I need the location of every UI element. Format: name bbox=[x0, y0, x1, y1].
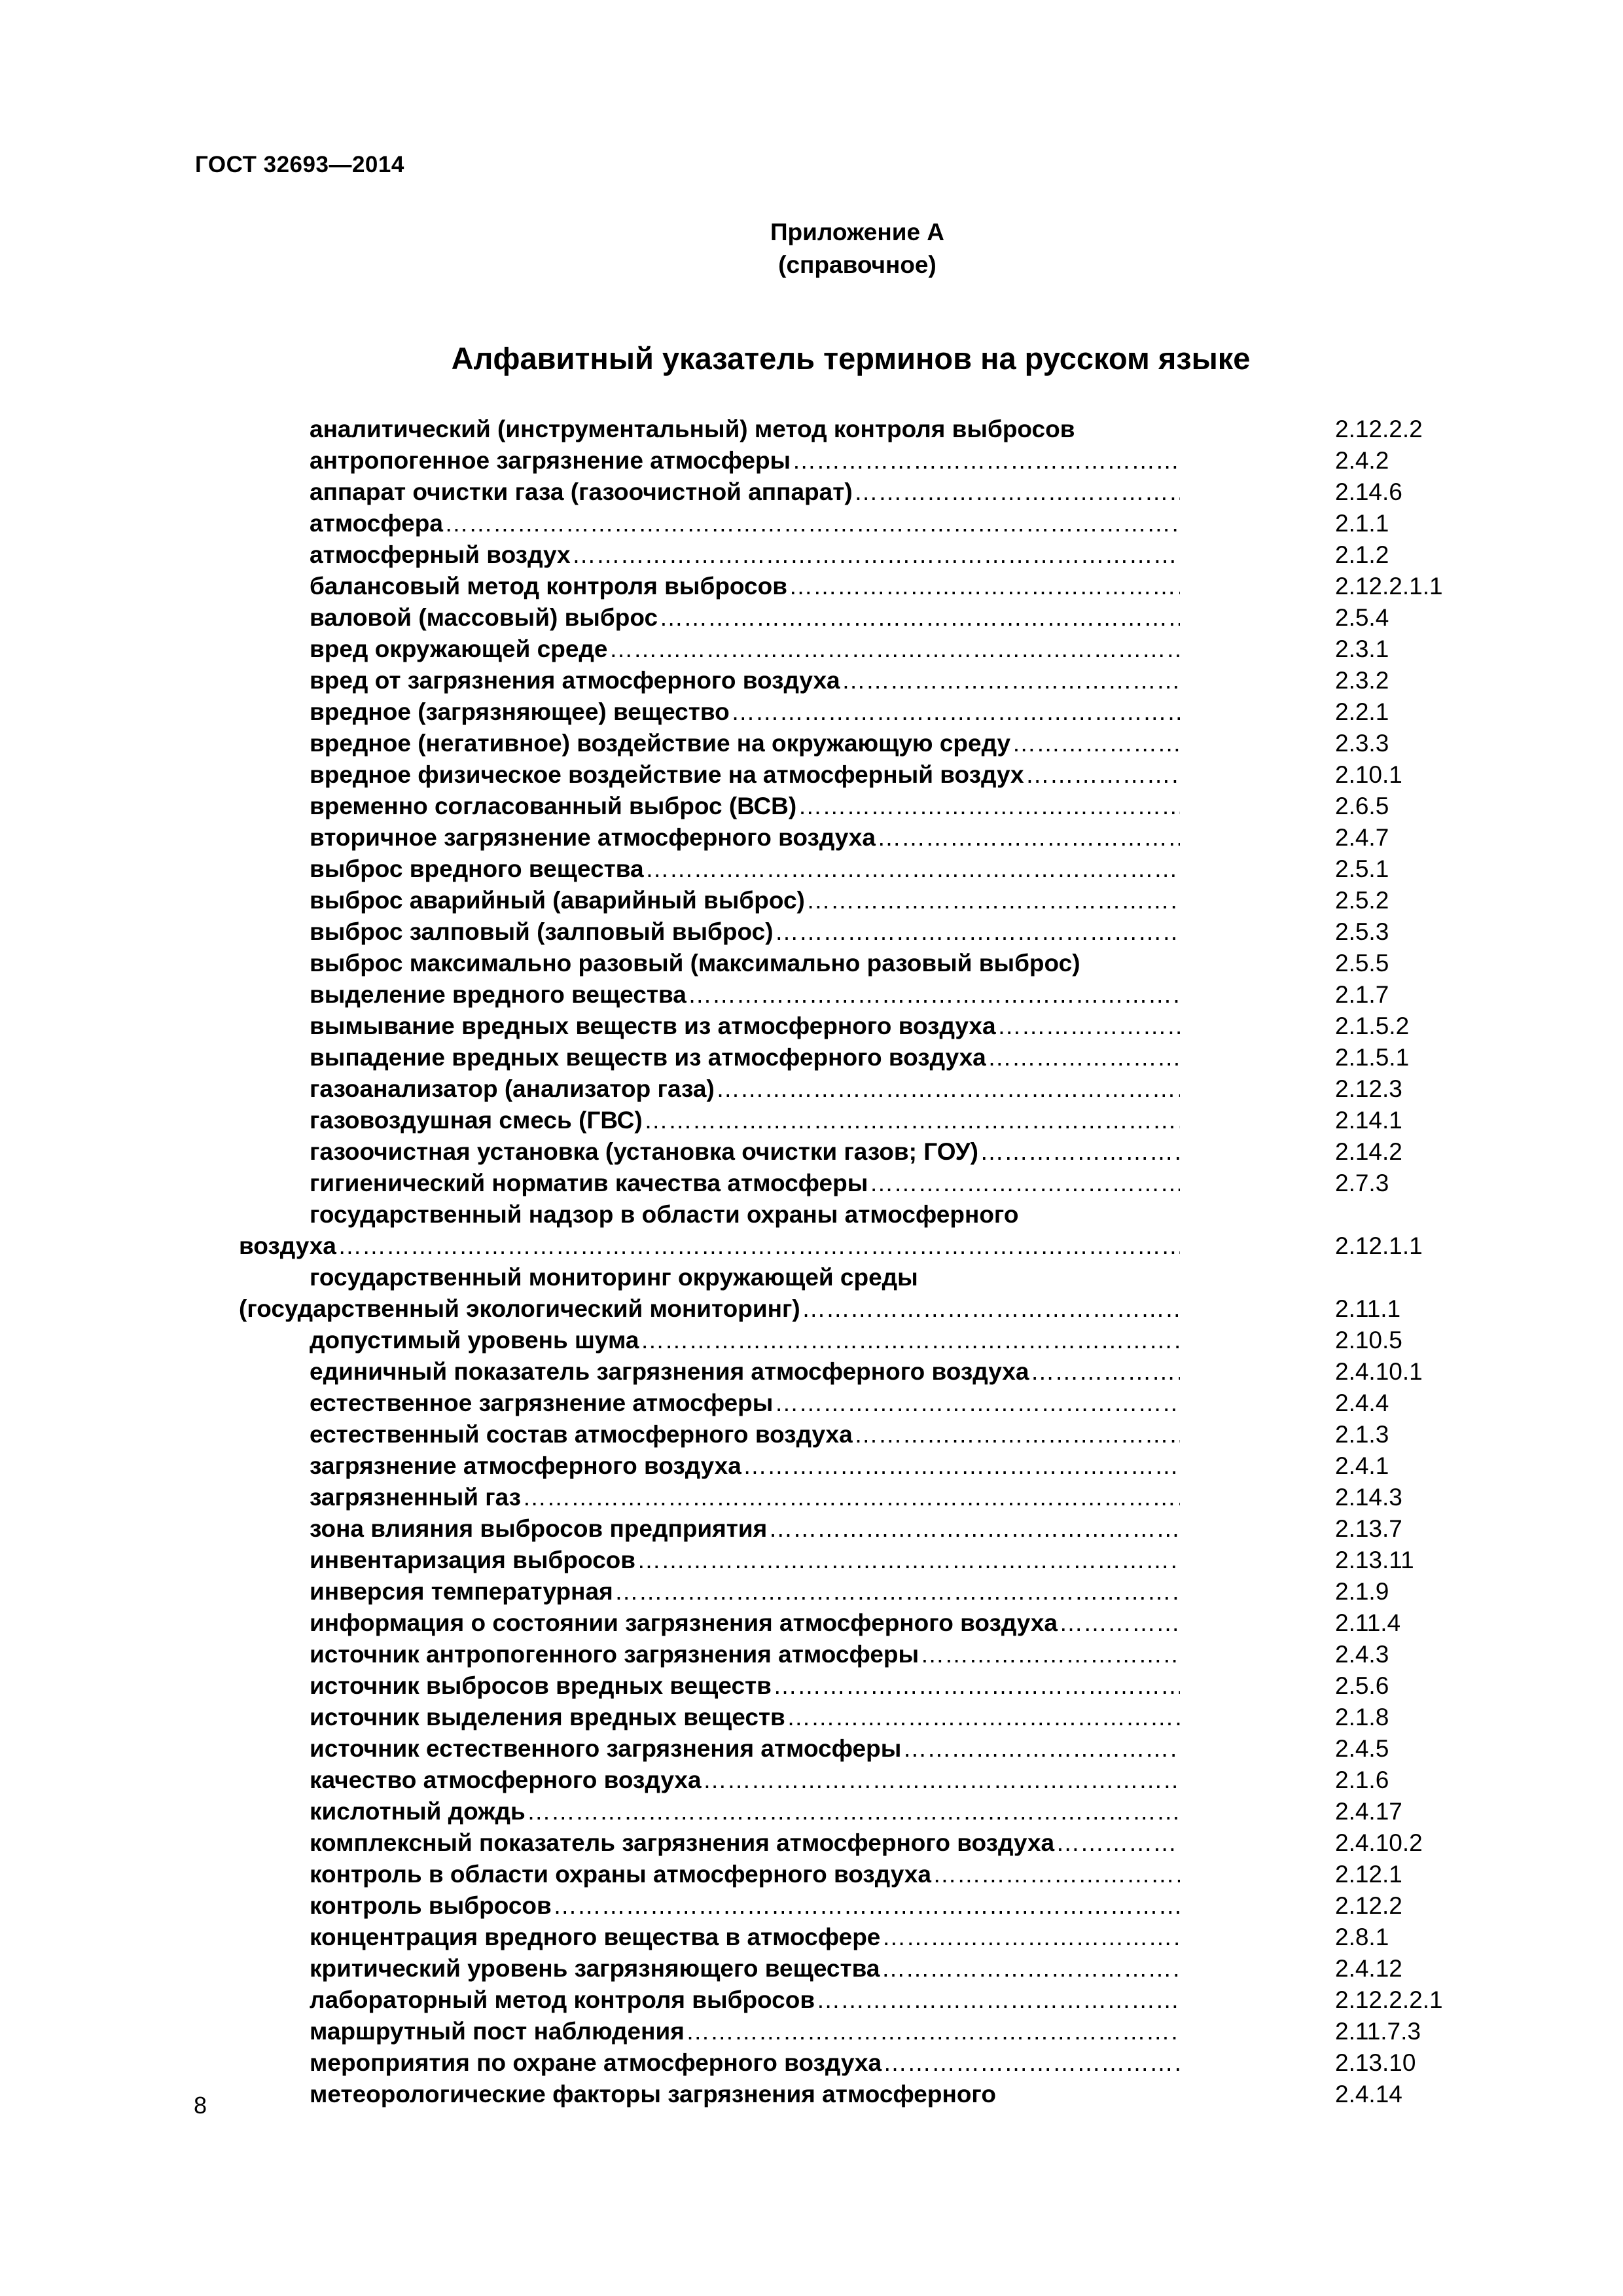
index-ref: 2.5.3 bbox=[1335, 918, 1389, 945]
index-ref: 2.13.7 bbox=[1335, 1515, 1402, 1542]
index-entry bbox=[0, 1105, 1623, 1136]
index-entry bbox=[0, 1073, 1623, 1105]
index-term: аналитический (инструментальный) метод контроля выбросов bbox=[310, 416, 1075, 442]
index-entry bbox=[0, 1702, 1623, 1733]
index-term: газоанализатор (анализатор газа) ……………………………………………………………………………………………………………………………………………… bbox=[310, 1073, 1180, 1105]
index-term: выброс залповый (залповый выброс) ……………………………………………………………………………………………………………………………………………… bbox=[310, 916, 1180, 948]
index-entry bbox=[0, 885, 1623, 916]
index-ref: 2.11.4 bbox=[1335, 1609, 1401, 1636]
index-term: аппарат очистки газа (газоочистной аппарат) ……………………………………………………………………………………………………………………………………………… bbox=[310, 476, 1180, 508]
index-ref: 2.5.4 bbox=[1335, 604, 1389, 631]
index-entry bbox=[0, 1984, 1623, 2016]
index-term: временно согласованный выброс (ВСВ) ……………………………………………………………………………………………………………………………………………… bbox=[310, 791, 1180, 822]
index-entry bbox=[0, 1168, 1623, 1199]
index-term: источник выделения вредных веществ ……………………………………………………………………………………………………………………………………………… bbox=[310, 1702, 1180, 1733]
index-term: валовой (массовый) выброс ……………………………………………………………………………………………………………………………………………… bbox=[310, 602, 1180, 634]
index-entry bbox=[0, 853, 1623, 885]
index-term: комплексный показатель загрязнения атмосферного воздуха ……………………………………………………………………………………………………………………………………………… bbox=[310, 1827, 1180, 1859]
index-ref: 2.12.1 bbox=[1335, 1861, 1402, 1888]
index-term: информация о состоянии загрязнения атмосферного воздуха ……………………………………………………………………………………………………………………………………………… bbox=[310, 1607, 1180, 1639]
index-term: вторичное загрязнение атмосферного воздуха ……………………………………………………………………………………………………………………………………………… bbox=[310, 822, 1180, 853]
appendix-title: Приложение А bbox=[770, 219, 945, 245]
index-entry bbox=[0, 822, 1623, 853]
index-term: допустимый уровень шума ……………………………………………………………………………………………………………………………………………… bbox=[310, 1325, 1180, 1356]
index-ref: 2.12.1.1 bbox=[1335, 1232, 1423, 1259]
index-ref: 2.12.3 bbox=[1335, 1075, 1402, 1102]
index-entry bbox=[0, 759, 1623, 791]
index-entry bbox=[0, 508, 1623, 539]
index-term-line2: (государственный экологический мониторинг) ……………………………………………………………………………………………………………………………………………………………… bbox=[239, 1293, 1180, 1325]
index-ref: 2.4.4 bbox=[1335, 1390, 1389, 1416]
index-entry bbox=[0, 634, 1623, 665]
index-term-line1: государственный надзор в области охраны атмосферного bbox=[310, 1201, 1019, 1228]
index-term: балансовый метод контроля выбросов ……………………………………………………………………………………………………………………………………………… bbox=[310, 571, 1180, 602]
index-term: загрязнение атмосферного воздуха ……………………………………………………………………………………………………………………………………………… bbox=[310, 1450, 1180, 1482]
index-ref: 2.12.2.2 bbox=[1335, 416, 1423, 442]
index-term: контроль в области охраны атмосферного воздуха ……………………………………………………………………………………………………………………………………………… bbox=[310, 1859, 1180, 1890]
index-term: выпадение вредных веществ из атмосферного воздуха ……………………………………………………………………………………………………………………………………………… bbox=[310, 1042, 1180, 1073]
index-entry bbox=[0, 1513, 1623, 1545]
index-entry bbox=[0, 728, 1623, 759]
index-entry bbox=[0, 916, 1623, 948]
index-ref: 2.1.9 bbox=[1335, 1578, 1389, 1605]
index-entry bbox=[0, 571, 1623, 602]
index-term-line2: воздуха ……………………………………………………………………………………………………………………………………………………………… bbox=[239, 1230, 1180, 1262]
index-ref: 2.4.5 bbox=[1335, 1735, 1389, 1762]
index-entry bbox=[0, 948, 1623, 979]
index-entry bbox=[0, 414, 1623, 445]
index-term: газоочистная установка (установка очистки газов; ГОУ) ……………………………………………………………………………………………………………………………………………… bbox=[310, 1136, 1180, 1168]
index-ref: 2.6.5 bbox=[1335, 793, 1389, 819]
index-ref: 2.1.7 bbox=[1335, 981, 1389, 1008]
index-entry bbox=[0, 1796, 1623, 1827]
index-ref: 2.11.1 bbox=[1335, 1295, 1401, 1322]
index-term: инверсия температурная ……………………………………………………………………………………………………………………………………………… bbox=[310, 1576, 1180, 1607]
index-ref: 2.10.1 bbox=[1335, 761, 1402, 788]
index-ref: 2.13.10 bbox=[1335, 2049, 1416, 2076]
index-term: источник выбросов вредных веществ ……………………………………………………………………………………………………………………………………………… bbox=[310, 1670, 1180, 1702]
index-entry bbox=[0, 2047, 1623, 2079]
index-ref: 2.3.2 bbox=[1335, 667, 1389, 694]
index-term: выброс аварийный (аварийный выброс) ……………………………………………………………………………………………………………………………………………… bbox=[310, 885, 1180, 916]
appendix-type: (справочное) bbox=[778, 251, 936, 278]
index-entry bbox=[0, 1859, 1623, 1890]
index-entry bbox=[0, 1450, 1623, 1482]
index-entry bbox=[0, 696, 1623, 728]
index-ref: 2.4.2 bbox=[1335, 447, 1389, 474]
index-term: атмосферный воздух ……………………………………………………………………………………………………………………………………………… bbox=[310, 539, 1180, 571]
index-ref: 2.1.6 bbox=[1335, 1767, 1389, 1793]
index-term: критический уровень загрязняющего вещества ……………………………………………………………………………………………………………………………………………… bbox=[310, 1953, 1180, 1984]
index-ref: 2.13.11 bbox=[1335, 1547, 1414, 1573]
index-entry bbox=[0, 2016, 1623, 2047]
index-entry bbox=[0, 1011, 1623, 1042]
index-ref: 2.12.2.1.1 bbox=[1335, 573, 1443, 600]
index-term: маршрутный пост наблюдения ……………………………………………………………………………………………………………………………………………… bbox=[310, 2016, 1180, 2047]
index-term: метеорологические факторы загрязнения атмосферного bbox=[310, 2081, 996, 2108]
index-entry bbox=[0, 1042, 1623, 1073]
standard-number: ГОСТ 32693—2014 bbox=[195, 152, 404, 177]
index-term: газовоздушная смесь (ГВС) ……………………………………………………………………………………………………………………………………………… bbox=[310, 1105, 1180, 1136]
index-ref: 2.3.1 bbox=[1335, 636, 1389, 662]
index-entry bbox=[0, 1922, 1623, 1953]
index-ref: 2.1.5.2 bbox=[1335, 1013, 1410, 1039]
index-ref: 2.1.8 bbox=[1335, 1704, 1389, 1731]
index-term: кислотный дождь ……………………………………………………………………………………………………………………………………………… bbox=[310, 1796, 1180, 1827]
index-term: выброс вредного вещества ……………………………………………………………………………………………………………………………………………… bbox=[310, 853, 1180, 885]
page-number: 8 bbox=[194, 2092, 207, 2119]
index-entry bbox=[0, 539, 1623, 571]
index-term: зона влияния выбросов предприятия ……………………………………………………………………………………………………………………………………………… bbox=[310, 1513, 1180, 1545]
index-term: вред окружающей среде ……………………………………………………………………………………………………………………………………………… bbox=[310, 634, 1180, 665]
index-entry bbox=[0, 1639, 1623, 1670]
index-entry-multiline bbox=[0, 1262, 1623, 1325]
index-entry bbox=[0, 2079, 1623, 2110]
index-entry bbox=[0, 1419, 1623, 1450]
index-term: качество атмосферного воздуха ……………………………………………………………………………………………………………………………………………… bbox=[310, 1765, 1180, 1796]
index-term: гигиенический норматив качества атмосферы ……………………………………………………………………………………………………………………………………………… bbox=[310, 1168, 1180, 1199]
index-ref: 2.14.6 bbox=[1335, 478, 1402, 505]
index-ref: 2.5.5 bbox=[1335, 950, 1389, 977]
index-term-line1: государственный мониторинг окружающей среды bbox=[310, 1264, 918, 1291]
index-ref: 2.1.1 bbox=[1335, 510, 1389, 537]
index-ref: 2.3.3 bbox=[1335, 730, 1389, 757]
index-entry bbox=[0, 476, 1623, 508]
index-term: инвентаризация выбросов ……………………………………………………………………………………………………………………………………………… bbox=[310, 1545, 1180, 1576]
index-entry-multiline bbox=[0, 1199, 1623, 1262]
index-ref: 2.14.3 bbox=[1335, 1484, 1402, 1511]
index-ref: 2.11.7.3 bbox=[1335, 2018, 1421, 2045]
index-term: выделение вредного вещества ……………………………………………………………………………………………………………………………………………… bbox=[310, 979, 1180, 1011]
index-ref: 2.1.5.1 bbox=[1335, 1044, 1410, 1071]
index-ref: 2.12.2 bbox=[1335, 1892, 1402, 1919]
index-term: концентрация вредного вещества в атмосфере ……………………………………………………………………………………………………………………………………………… bbox=[310, 1922, 1180, 1953]
index-ref: 2.4.3 bbox=[1335, 1641, 1389, 1668]
index-entry bbox=[0, 1545, 1623, 1576]
index-ref: 2.7.3 bbox=[1335, 1170, 1389, 1196]
index-ref: 2.4.12 bbox=[1335, 1955, 1402, 1982]
index-entry bbox=[0, 602, 1623, 634]
index-entry bbox=[0, 1890, 1623, 1922]
index-ref: 2.5.6 bbox=[1335, 1672, 1389, 1699]
index-term: источник антропогенного загрязнения атмосферы ……………………………………………………………………………………………………………………………………………… bbox=[310, 1639, 1180, 1670]
index-ref: 2.1.2 bbox=[1335, 541, 1389, 568]
index-term: вредное физическое воздействие на атмосферный воздух ……………………………………………………………………………………………………………………………………………… bbox=[310, 759, 1180, 791]
index-term: естественный состав атмосферного воздуха ……………………………………………………………………………………………………………………………………………… bbox=[310, 1419, 1180, 1450]
appendix-heading bbox=[0, 216, 1623, 281]
index-ref: 2.10.5 bbox=[1335, 1327, 1402, 1354]
index-entry bbox=[0, 1482, 1623, 1513]
index-term: естественное загрязнение атмосферы ……………………………………………………………………………………………………………………………………………… bbox=[310, 1388, 1180, 1419]
index-term: источник естественного загрязнения атмосферы ……………………………………………………………………………………………………………………………………………… bbox=[310, 1733, 1180, 1765]
index-entry bbox=[0, 1607, 1623, 1639]
index-entry bbox=[0, 1325, 1623, 1356]
index-ref: 2.4.10.1 bbox=[1335, 1358, 1423, 1385]
index-ref: 2.4.17 bbox=[1335, 1798, 1402, 1825]
index-term: вымывание вредных веществ из атмосферного воздуха ……………………………………………………………………………………………………………………………………………… bbox=[310, 1011, 1180, 1042]
index-entry bbox=[0, 665, 1623, 696]
index-ref: 2.4.14 bbox=[1335, 2081, 1402, 2108]
index-entry bbox=[0, 791, 1623, 822]
index-entry bbox=[0, 1136, 1623, 1168]
index-term: загрязненный газ ……………………………………………………………………………………………………………………………………………… bbox=[310, 1482, 1180, 1513]
index-term: антропогенное загрязнение атмосферы ……………………………………………………………………………………………………………………………………………… bbox=[310, 445, 1180, 476]
index-ref: 2.14.2 bbox=[1335, 1138, 1402, 1165]
index-entry bbox=[0, 1953, 1623, 1984]
index-ref: 2.12.2.2.1 bbox=[1335, 1986, 1443, 2013]
index-ref: 2.4.7 bbox=[1335, 824, 1389, 851]
index-entry bbox=[0, 1733, 1623, 1765]
index-ref: 2.1.3 bbox=[1335, 1421, 1389, 1448]
index-term: выброс максимально разовый (максимально разовый выброс) bbox=[310, 950, 1080, 977]
index-ref: 2.4.10.2 bbox=[1335, 1829, 1423, 1856]
index-entry bbox=[0, 1388, 1623, 1419]
index-term: вредное (загрязняющее) вещество ……………………………………………………………………………………………………………………………………………… bbox=[310, 696, 1180, 728]
index-entry bbox=[0, 1827, 1623, 1859]
index-term: лабораторный метод контроля выбросов ……………………………………………………………………………………………………………………………………………… bbox=[310, 1984, 1180, 2016]
index-ref: 2.5.1 bbox=[1335, 855, 1389, 882]
term-index bbox=[0, 414, 1623, 2110]
index-ref: 2.4.1 bbox=[1335, 1452, 1389, 1479]
index-term: контроль выбросов ……………………………………………………………………………………………………………………………………………… bbox=[310, 1890, 1180, 1922]
index-entry bbox=[0, 1765, 1623, 1796]
index-ref: 2.5.2 bbox=[1335, 887, 1389, 914]
index-entry bbox=[0, 1576, 1623, 1607]
index-term: атмосфера ……………………………………………………………………………………………………………………………………………… bbox=[310, 508, 1180, 539]
index-title: Алфавитный указатель терминов на русском языке bbox=[451, 341, 1251, 376]
index-ref: 2.14.1 bbox=[1335, 1107, 1402, 1134]
index-entry bbox=[0, 1356, 1623, 1388]
index-term: вредное (негативное) воздействие на окружающую среду ……………………………………………………………………………………………………………………………………………… bbox=[310, 728, 1180, 759]
index-ref: 2.8.1 bbox=[1335, 1924, 1389, 1950]
index-term: вред от загрязнения атмосферного воздуха ……………………………………………………………………………………………………………………………………………… bbox=[310, 665, 1180, 696]
index-entry bbox=[0, 979, 1623, 1011]
index-term: единичный показатель загрязнения атмосферного воздуха ……………………………………………………………………………………………………………………………………………… bbox=[310, 1356, 1180, 1388]
index-entry bbox=[0, 1670, 1623, 1702]
index-ref: 2.2.1 bbox=[1335, 698, 1389, 725]
index-entry bbox=[0, 445, 1623, 476]
index-term: мероприятия по охране атмосферного воздуха ……………………………………………………………………………………………………………………………………………… bbox=[310, 2047, 1180, 2079]
